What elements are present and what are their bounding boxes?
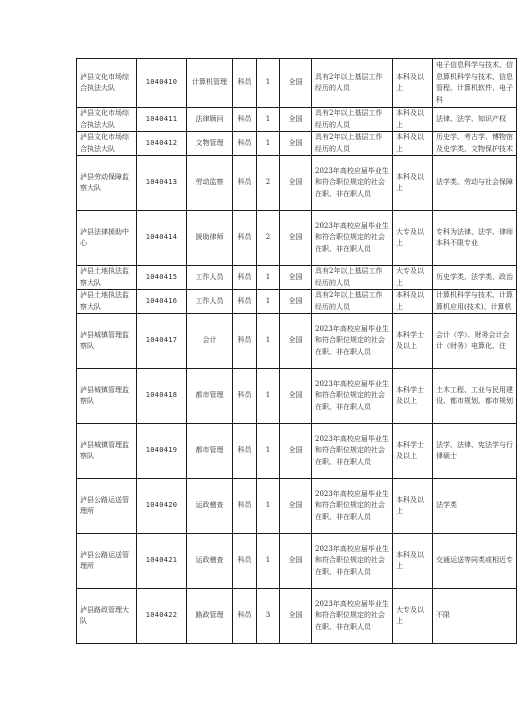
headcount-cell: 2 — [257, 211, 280, 266]
post-name-cell: 运政稽查 — [187, 534, 233, 589]
table-row — [77, 369, 517, 424]
education-cell: 本科及以上 — [393, 534, 433, 589]
job-code-cell: 1040417 — [137, 314, 187, 369]
education-cell: 本科及以上 — [393, 59, 433, 108]
job-code-cell: 1040411 — [137, 108, 187, 132]
headcount-cell: 1 — [257, 534, 280, 589]
requirement-cell: 2023年高校应届毕业生和符合职位规定的社会在职、非在职人员 — [312, 314, 393, 369]
unit-cell: 泸县路政管理大队 — [77, 589, 137, 644]
post-name-cell: 工作人员 — [187, 290, 233, 314]
major-cell: 专科为法律、法学、律师本科不限专业 — [433, 211, 517, 266]
education-cell: 本科学士及以上 — [393, 369, 433, 424]
unit-cell: 泸县公路运送管理所 — [77, 479, 137, 534]
requirement-cell: 2023年高校应届毕业生和符合职位规定的社会在职、非在职人员 — [312, 156, 393, 211]
scope-cell: 全国 — [280, 290, 312, 314]
unit-cell: 泸县劳动保障监察大队 — [77, 156, 137, 211]
unit-cell: 泸县文化市场综合执法大队 — [77, 108, 137, 132]
post-type-cell: 科员 — [233, 479, 257, 534]
scope-cell: 全国 — [280, 108, 312, 132]
unit-cell: 泸县土地执法监察大队 — [77, 290, 137, 314]
post-name-cell: 都市管理 — [187, 424, 233, 479]
requirement-cell: 具有2年以上基层工作经历的人员 — [312, 59, 393, 108]
major-cell: 计算机科学与技术、计算算机应用(技术)、计算机 — [433, 290, 517, 314]
headcount-cell: 1 — [257, 132, 280, 156]
job-code-cell: 1040413 — [137, 156, 187, 211]
requirement-cell: 具有2年以上基层工作经历的人员 — [312, 108, 393, 132]
job-code-cell: 1040419 — [137, 424, 187, 479]
requirement-cell: 具有2年以上基层工作经历的人员 — [312, 290, 393, 314]
education-cell: 本科及以上 — [393, 479, 433, 534]
post-name-cell: 会计 — [187, 314, 233, 369]
requirement-cell: 2023年高校应届毕业生和符合职位规定的社会在职、非在职人员 — [312, 589, 393, 644]
table-row — [77, 424, 517, 479]
job-code-cell: 1040414 — [137, 211, 187, 266]
requirement-cell: 具有2年以上基层工作经历的人员 — [312, 266, 393, 290]
post-type-cell: 科员 — [233, 266, 257, 290]
scope-cell: 全国 — [280, 156, 312, 211]
table-row — [77, 479, 517, 534]
job-code-cell: 1040415 — [137, 266, 187, 290]
table-row — [77, 211, 517, 266]
headcount-cell: 1 — [257, 108, 280, 132]
job-code-cell: 1040410 — [137, 59, 187, 108]
post-name-cell: 劳动监察 — [187, 156, 233, 211]
major-cell: 会计（学）、财务会计会计（财务）电算化、注 — [433, 314, 517, 369]
table-row — [77, 156, 517, 211]
requirement-cell: 2023年高校应届毕业生和符合职位规定的社会在职、非在职人员 — [312, 479, 393, 534]
scope-cell: 全国 — [280, 266, 312, 290]
post-name-cell: 援助律师 — [187, 211, 233, 266]
major-cell: 交通运送等同类或相近专 — [433, 534, 517, 589]
major-cell: 法学类、劳动与社会保障 — [433, 156, 517, 211]
education-cell: 大专及以上 — [393, 266, 433, 290]
education-cell: 本科及以上 — [393, 132, 433, 156]
major-cell: 历史学、考古学、博物馆及史学类、文物保护技术 — [433, 132, 517, 156]
scope-cell: 全国 — [280, 314, 312, 369]
education-cell: 大专及以上 — [393, 589, 433, 644]
education-cell: 本科学士及以上 — [393, 314, 433, 369]
headcount-cell: 1 — [257, 369, 280, 424]
table-row — [77, 132, 517, 156]
post-type-cell: 科员 — [233, 424, 257, 479]
post-type-cell: 科员 — [233, 156, 257, 211]
headcount-cell: 1 — [257, 314, 280, 369]
major-cell: 法律、法学、知识产权 — [433, 108, 517, 132]
post-type-cell: 科员 — [233, 369, 257, 424]
education-cell: 大专及以上 — [393, 211, 433, 266]
unit-cell: 泸县公路运送管理所 — [77, 534, 137, 589]
education-cell: 本科及以上 — [393, 108, 433, 132]
scope-cell: 全国 — [280, 211, 312, 266]
job-code-cell: 1040412 — [137, 132, 187, 156]
requirement-cell: 2023年高校应届毕业生和符合职位规定的社会在职、非在职人员 — [312, 424, 393, 479]
major-cell: 土木工程、工业与民用建设、都市规划、都市规划 — [433, 369, 517, 424]
table-row — [77, 108, 517, 132]
unit-cell: 泸县文化市场综合执法大队 — [77, 132, 137, 156]
post-type-cell: 科员 — [233, 59, 257, 108]
headcount-cell: 1 — [257, 424, 280, 479]
scope-cell: 全国 — [280, 59, 312, 108]
table-body — [77, 59, 517, 644]
post-type-cell: 科员 — [233, 132, 257, 156]
post-name-cell: 路政管理 — [187, 589, 233, 644]
scope-cell: 全国 — [280, 589, 312, 644]
post-type-cell: 科员 — [233, 211, 257, 266]
headcount-cell: 2 — [257, 156, 280, 211]
table-row — [77, 589, 517, 644]
post-type-cell: 科员 — [233, 290, 257, 314]
major-cell: 法学类 — [433, 479, 517, 534]
major-cell: 不限 — [433, 589, 517, 644]
major-cell: 历史学类、法学类、政治 — [433, 266, 517, 290]
scope-cell: 全国 — [280, 132, 312, 156]
headcount-cell: 1 — [257, 479, 280, 534]
major-cell: 电子信息科学与技术、信息算机科学与技术、信息管程、计算机软件、电子科 — [433, 59, 517, 108]
scope-cell: 全国 — [280, 534, 312, 589]
headcount-cell: 1 — [257, 290, 280, 314]
post-name-cell: 运政稽查 — [187, 479, 233, 534]
scope-cell: 全国 — [280, 479, 312, 534]
post-name-cell: 文物管理 — [187, 132, 233, 156]
job-code-cell: 1040421 — [137, 534, 187, 589]
post-name-cell: 计算机管理 — [187, 59, 233, 108]
scope-cell: 全国 — [280, 424, 312, 479]
unit-cell: 泸县土地执法监察大队 — [77, 266, 137, 290]
post-name-cell: 都市管理 — [187, 369, 233, 424]
post-type-cell: 科员 — [233, 314, 257, 369]
education-cell: 本科学士及以上 — [393, 424, 433, 479]
headcount-cell: 3 — [257, 589, 280, 644]
headcount-cell: 1 — [257, 59, 280, 108]
unit-cell: 泸县城镇管理监察队 — [77, 314, 137, 369]
post-name-cell: 法律顾问 — [187, 108, 233, 132]
post-name-cell: 工作人员 — [187, 266, 233, 290]
unit-cell: 泸县文化市场综合执法大队 — [77, 59, 137, 108]
table-row — [77, 59, 517, 108]
education-cell: 本科及以上 — [393, 290, 433, 314]
job-code-cell: 1040420 — [137, 479, 187, 534]
unit-cell: 泸县城镇管理监察队 — [77, 369, 137, 424]
recruitment-table — [76, 58, 517, 644]
headcount-cell: 1 — [257, 266, 280, 290]
job-code-cell: 1040416 — [137, 290, 187, 314]
job-code-cell: 1040422 — [137, 589, 187, 644]
major-cell: 法学、法律、宪法学与行律硕士 — [433, 424, 517, 479]
table-row — [77, 314, 517, 369]
requirement-cell: 具有2年以上基层工作经历的人员 — [312, 132, 393, 156]
job-code-cell: 1040418 — [137, 369, 187, 424]
post-type-cell: 科员 — [233, 108, 257, 132]
requirement-cell: 2023年高校应届毕业生和符合职位规定的社会在职、非在职人员 — [312, 211, 393, 266]
scope-cell: 全国 — [280, 369, 312, 424]
requirement-cell: 2023年高校应届毕业生和符合职位规定的社会在职、非在职人员 — [312, 534, 393, 589]
post-type-cell: 科员 — [233, 534, 257, 589]
table-row — [77, 266, 517, 290]
table-row — [77, 534, 517, 589]
education-cell: 本科及以上 — [393, 156, 433, 211]
unit-cell: 泸县城镇管理监察队 — [77, 424, 137, 479]
post-type-cell: 科员 — [233, 589, 257, 644]
unit-cell: 泸县法律援助中心 — [77, 211, 137, 266]
requirement-cell: 2023年高校应届毕业生和符合职位规定的社会在职、非在职人员 — [312, 369, 393, 424]
table-row — [77, 290, 517, 314]
